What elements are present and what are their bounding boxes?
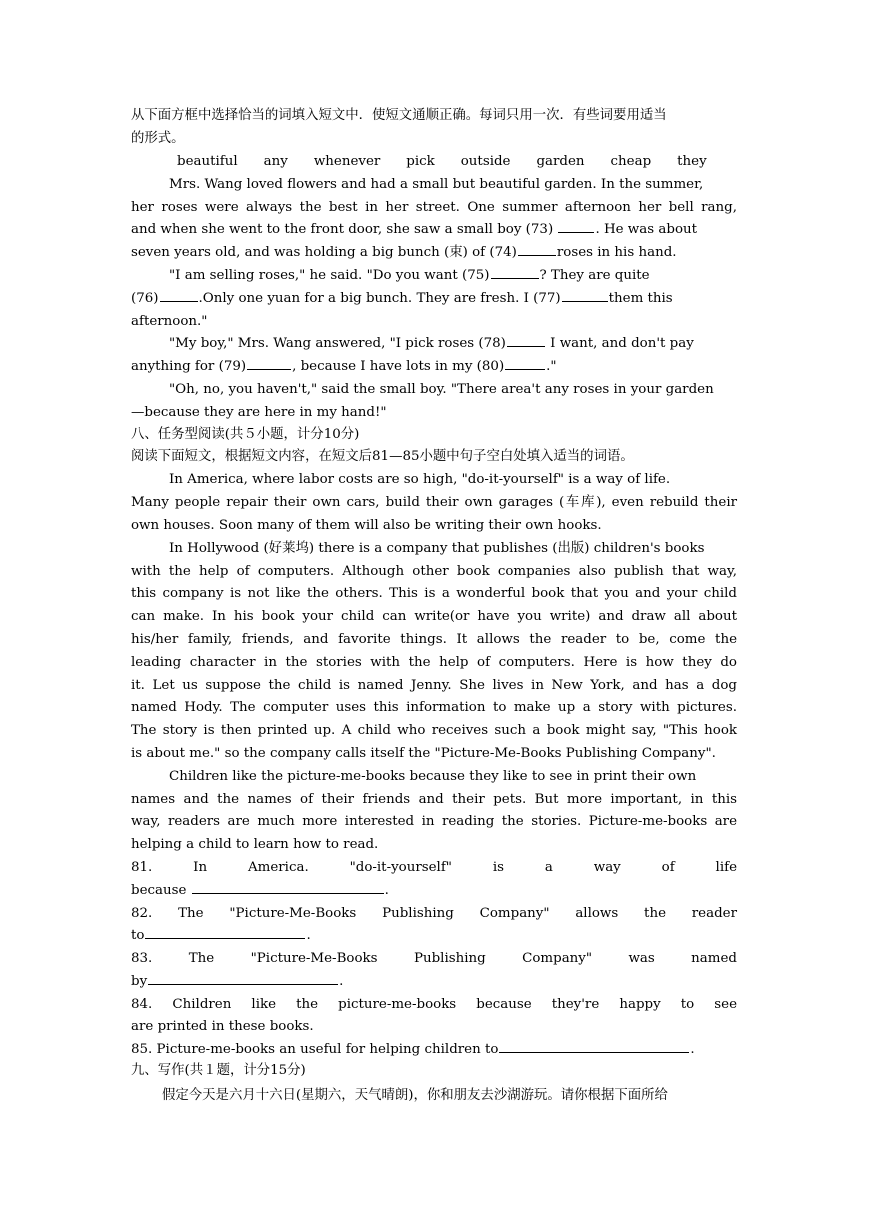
blank-74[interactable]: [518, 242, 556, 256]
blank-73[interactable]: [558, 219, 594, 233]
passage-line: Many people repair their own cars, build their own garages (车库), even rebuild their: [131, 495, 737, 510]
answer-blank-83[interactable]: [148, 971, 338, 985]
passage-line: with the help of computers. Although other book companies also publish that way,: [131, 564, 737, 579]
passage-line: own houses. Soon many of them will also be writing their own hooks.: [131, 518, 602, 533]
word-bank-item: pick: [406, 154, 435, 169]
passage-line: leading character in the stories with the help of computers. Here is how they do: [131, 655, 737, 670]
blank-80[interactable]: [505, 356, 545, 370]
answer-blank-85[interactable]: [499, 1039, 689, 1053]
question-84-cont: are printed in these books.: [131, 1019, 314, 1034]
writing-prompt: 假定今天是六月十六日(星期六，天气晴朗)，你和朋友去沙湖游玩。请你根据下面所给: [162, 1088, 668, 1103]
passage-line: his/her family, friends, and favorite things. It allows the reader to be, come the: [131, 632, 737, 647]
word-bank-item: beautiful: [177, 154, 238, 169]
passage-line: In Hollywood (好莱坞) there is a company that publishes (出版) children's books: [169, 541, 705, 556]
passage-line: seven years old, and was holding a big bunch (束) of (74) roses in his hand.: [131, 242, 737, 264]
blank-77[interactable]: [562, 288, 608, 302]
question-83-cont: by .: [131, 971, 737, 993]
question-84: 84. Children like the picture-me-books because they're happy to see: [131, 997, 737, 1012]
passage-line: The story is then printed up. A child who receives such a book might say, "This hook: [131, 723, 737, 738]
passage-line: anything for (79) , because I have lots in my (80) .": [131, 356, 737, 378]
passage-line: Children like the picture-me-books because they like to see in print their own: [169, 769, 697, 784]
passage-line: —because they are here in my hand!": [131, 405, 387, 420]
passage-line: "My boy," Mrs. Wang answered, "I pick roses (78) I want, and don't pay: [169, 333, 737, 355]
question-81: 81. In America. "do-it-yourself" is a way of life: [131, 860, 737, 875]
passage-line: helping a child to learn how to read.: [131, 837, 379, 852]
word-bank-item: any: [263, 154, 288, 169]
question-83: 83. The "Picture-Me-Books Publishing Company" was named: [131, 951, 737, 966]
instruction-line-1: 从下面方框中选择恰当的词填入短文中．使短文通顺正确。每词只用一次．有些词要用适当: [131, 108, 667, 123]
passage-line: is about me." so the company calls itself the "Picture-Me-Books Publishing Company".: [131, 746, 716, 761]
passage-line: In America, where labor costs are so high, "do-it-yourself" is a way of life.: [169, 472, 671, 487]
passage-line: afternoon.": [131, 314, 208, 329]
word-bank-item: garden: [536, 154, 585, 169]
passage-line: "I am selling roses," he said. "Do you want (75) ? They are quite: [169, 265, 737, 287]
blank-79[interactable]: [247, 356, 291, 370]
question-81-cont: because .: [131, 880, 737, 902]
word-bank: [131, 151, 737, 173]
passage-line: this company is not like the others. This is a wonderful book that you and your child: [131, 586, 737, 601]
passage-line: way, readers are much more interested in reading the stories. Picture-me-books are: [131, 814, 737, 829]
passage-line: named Hody. The computer uses this information to make up a story with pictures.: [131, 700, 737, 715]
answer-blank-82[interactable]: [145, 925, 305, 939]
question-85: 85. Picture-me-books an useful for helping children to .: [131, 1039, 737, 1061]
passage-line: "Oh, no, you haven't," said the small boy. "There area't any roses in your garden: [169, 382, 714, 397]
passage-line: can make. In his book your child can write(or have you write) and draw all about: [131, 609, 737, 624]
blank-78[interactable]: [507, 333, 545, 347]
word-bank-item: whenever: [313, 154, 381, 169]
blank-75[interactable]: [491, 265, 539, 279]
answer-blank-81[interactable]: [192, 880, 384, 894]
passage-line: names and the names of their friends and their pets. But more important, in this: [131, 792, 737, 807]
passage-line: Mrs. Wang loved flowers and had a small but beautiful garden. In the summer,: [169, 177, 704, 192]
instruction-line-2: 的形式。: [131, 131, 185, 146]
word-bank-item: they: [677, 154, 707, 169]
passage-line: and when she went to the front door, she saw a small boy (73) . He was about: [131, 219, 737, 241]
passage-line: (76) .Only one yuan for a big bunch. They are fresh. I (77) them this: [131, 288, 737, 310]
blank-76[interactable]: [160, 288, 198, 302]
word-bank-item: cheap: [610, 154, 652, 169]
word-bank-item: outside: [460, 154, 511, 169]
section-heading: 八、任务型阅读(共５小题，计分10分): [131, 427, 360, 442]
section-instruction: 阅读下面短文，根据短文内容，在短文后81—85小题中句子空白处填入适当的词语。: [131, 449, 634, 464]
question-82: 82. The "Picture-Me-Books Publishing Company" allows the reader: [131, 906, 737, 921]
passage-line: it. Let us suppose the child is named Jenny. She lives in New York, and has a dog: [131, 678, 737, 693]
question-82-cont: to .: [131, 925, 737, 947]
section-heading: 九、写作(共１题，计分15分): [131, 1063, 306, 1078]
passage-line: her roses were always the best in her street. One summer afternoon her bell rang,: [131, 200, 737, 215]
